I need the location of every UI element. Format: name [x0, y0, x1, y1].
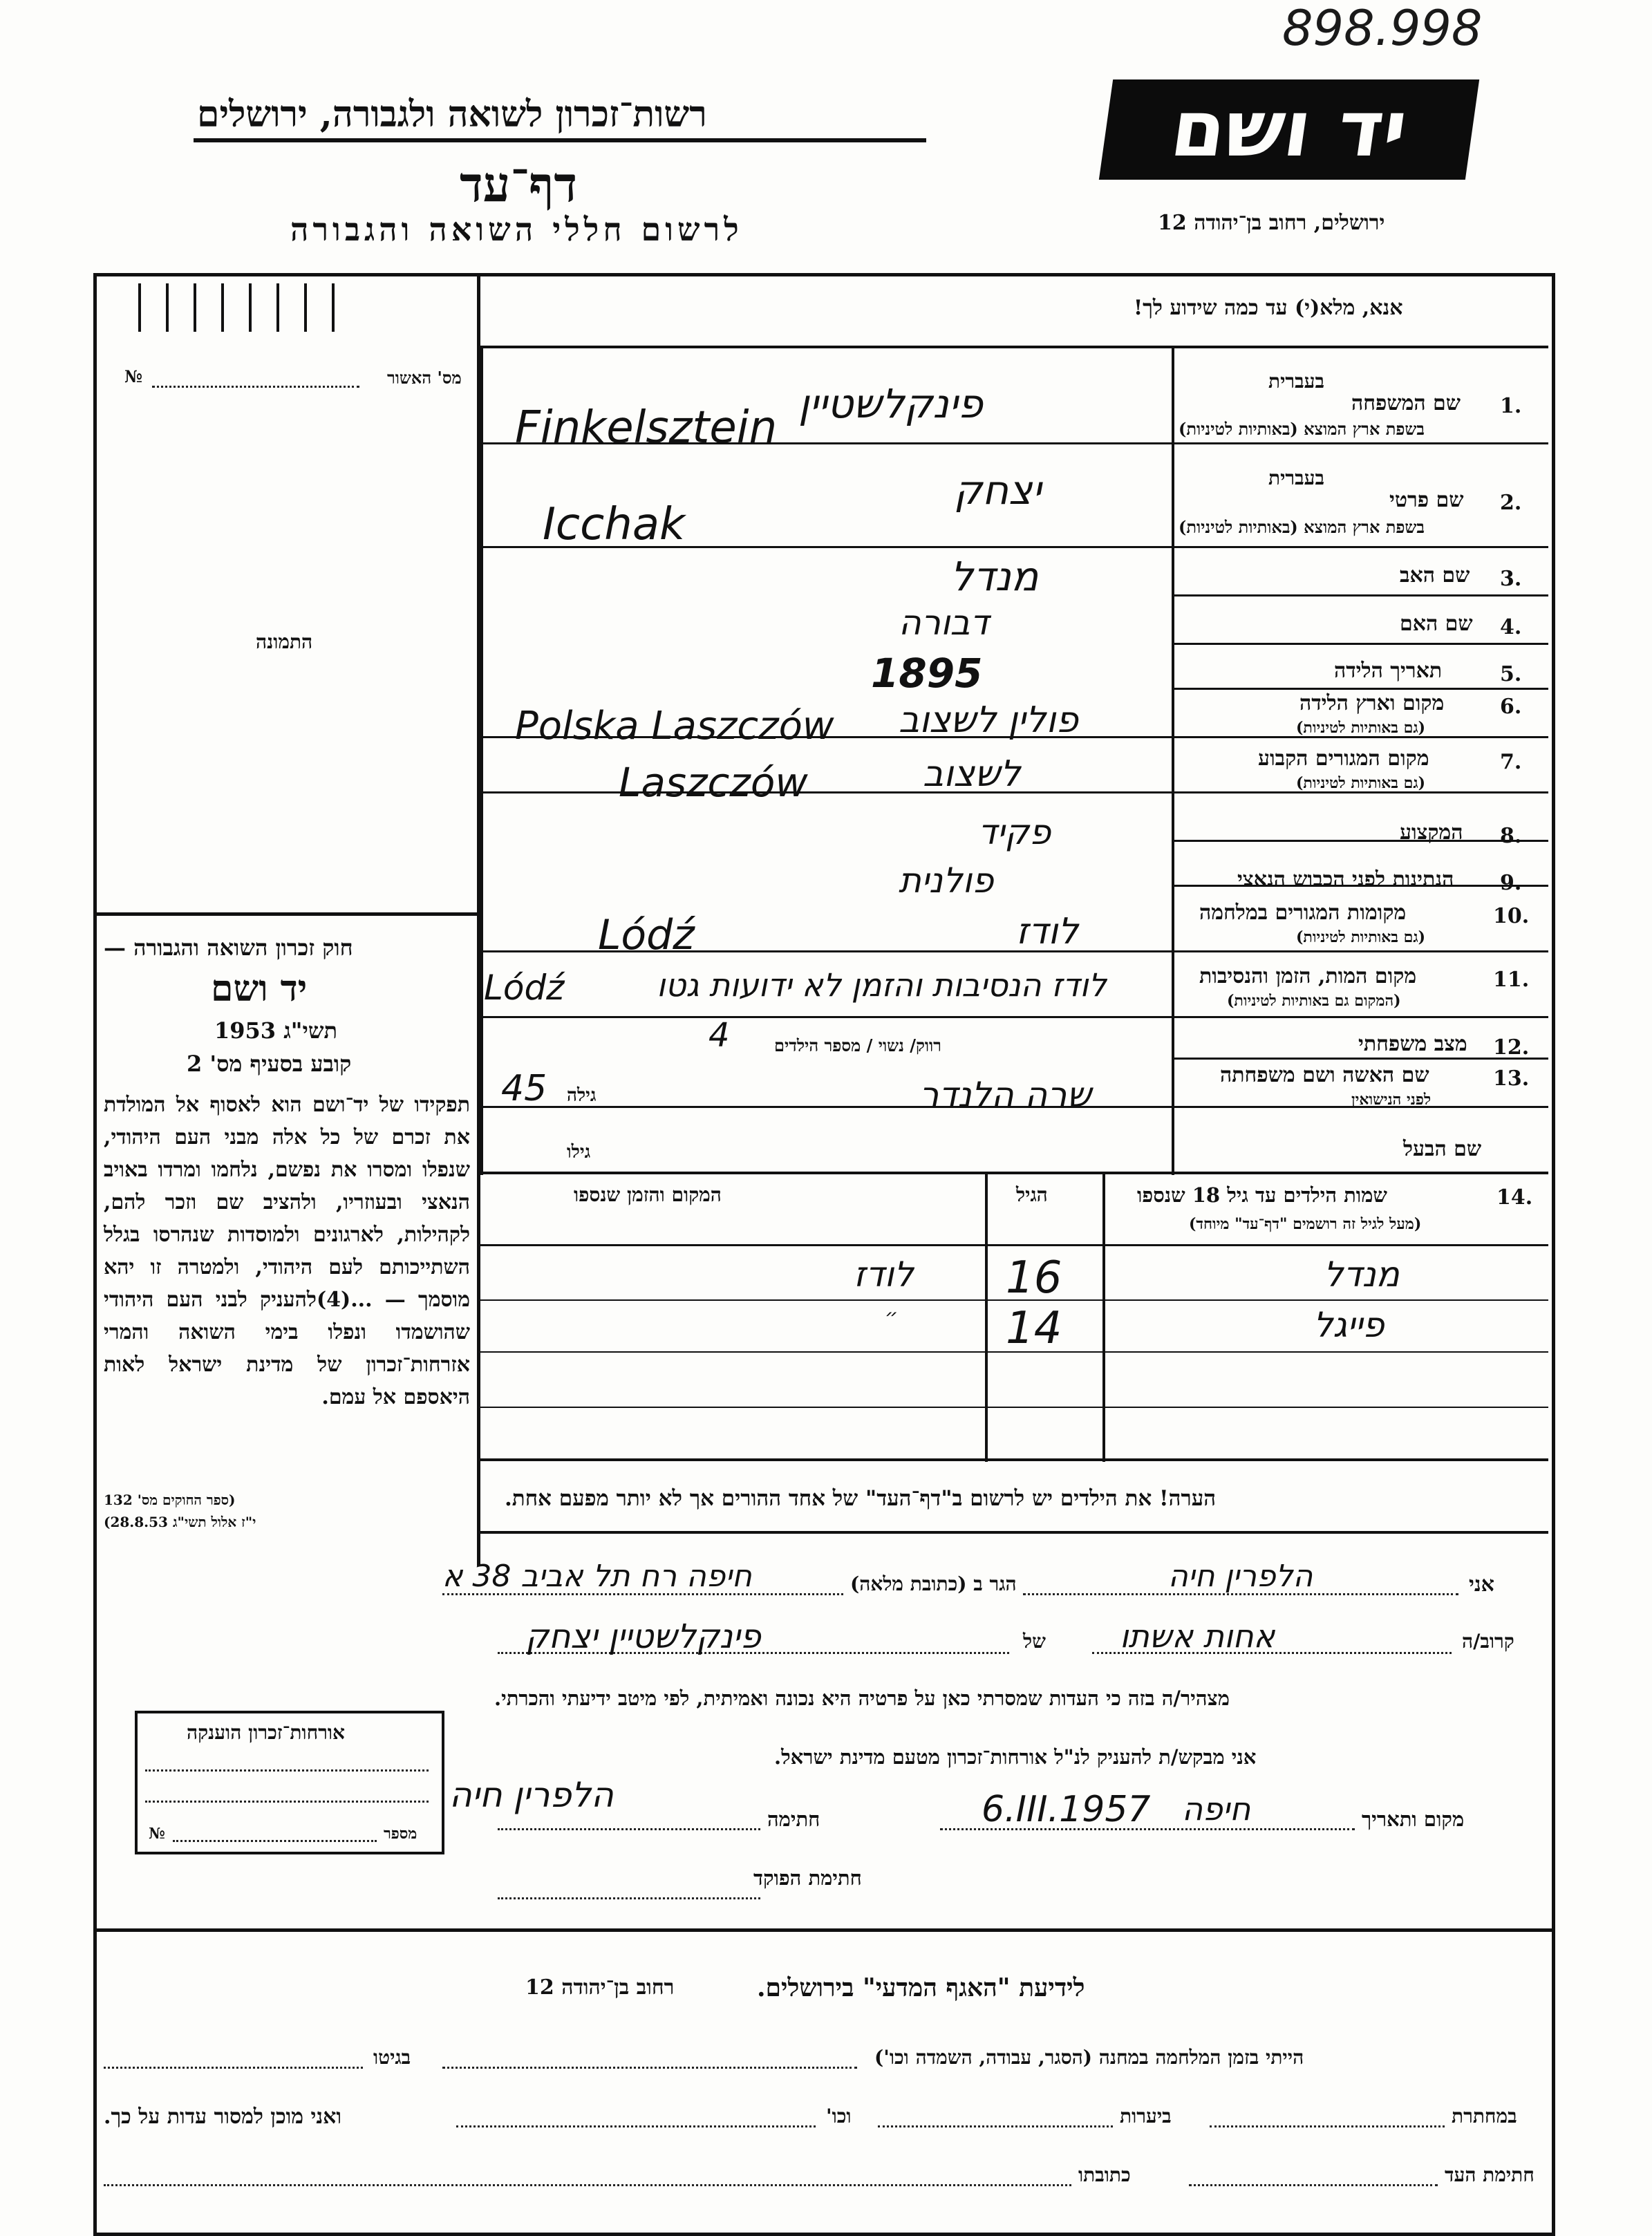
form-subtitle: לרשום חללי השואה והגבורה	[290, 211, 743, 248]
f2-sub-top: בעברית	[1268, 467, 1325, 489]
footer-line3-b: כתובתו	[1078, 2163, 1131, 2186]
f8-label: המקצוע	[1400, 820, 1463, 845]
f5-label: תאריך הלידה	[1334, 659, 1443, 683]
footer-line2-c: וכו'	[826, 2105, 852, 2127]
photo-label: התמונה	[256, 630, 313, 653]
signature-value: הלפרין חיה	[449, 1775, 614, 1815]
f2-value-lat: Icchak	[543, 499, 686, 550]
intro-text: אנא, מלא(י) עד כמה שידוע לך!	[1134, 296, 1403, 320]
law-source2: י"ז אלול תשי"ג 28.8.53)	[104, 1514, 256, 1530]
declaration-text: מצהיר/ה בזה כי העדות שמסרתי כאן על פרטיה היא נכונה ואמיתית, לפי מיטב ידיעתי והכרתי.	[494, 1687, 1230, 1710]
f11-num: 11.	[1493, 968, 1530, 992]
footer-heading: לידיעת "האגף המדעי" בירושלים.	[757, 1973, 1085, 2002]
f6-value-lat: Polska Laszczów	[515, 704, 834, 749]
institution-name: רשות־זכרון לשואה ולגבורה, ירושלים	[197, 93, 707, 135]
law-body: תפקידו של יד־ושם הוא לאסוף אל המולדת את זכרם של כל אלה מבני העם היהודי, שנפלו ומסרו את נפשם, נלחמו ומרדו באויב הנאצי ובעוזריו, ולהציב שם וזכר להם, לקהילות, לארגונים ולמוסדות שנהרסו בגלל השתייכותם לעם היהודי, ולמטרה זו יהא מוסמך — ...(4)להעניק לבני העם היהודי שהושמדו ונפלו בימי השואה והמרי אזרחות־זכרון של מדינת ישראל לאות היאספם אל עמם.	[104, 1093, 470, 1409]
f8-value: פקיד	[978, 812, 1051, 852]
f3-num: 3.	[1500, 567, 1522, 591]
f7-num: 7.	[1500, 750, 1522, 774]
f11-value-he: לודז הנסיבות והזמן לא ידועות גטו	[657, 966, 1107, 1004]
f9-num: 9.	[1500, 871, 1522, 895]
f8-num: 8.	[1500, 824, 1522, 848]
f7-sub: (גם באותיות לטיניות)	[1296, 774, 1426, 792]
of-value: פינקלשטיין יצחק	[525, 1617, 761, 1656]
f7-value-lat: Laszczów	[619, 759, 808, 806]
f5-value: 1895	[871, 650, 983, 697]
f2-sub: בשפת ארץ המוצא (באותיות לטיניות)	[1179, 517, 1425, 537]
f13-value: שרה הלנדר	[919, 1075, 1091, 1115]
address: ירושלים, רחוב בן־יהודה 12	[1158, 211, 1385, 235]
f1-sub-top: בעברית	[1268, 370, 1325, 393]
f12-value: 4	[708, 1016, 730, 1055]
place-date-label: מקום ותאריך	[1362, 1807, 1465, 1831]
f3-label: שם האב	[1400, 563, 1470, 588]
f2-label: שם פרטי	[1389, 488, 1464, 512]
certificate-title: אורחות־זכרון הוענקה	[187, 1721, 346, 1744]
approval-label: מס' האשור	[387, 368, 462, 388]
f11-sub: (המקום גם באותיות לטיניות)	[1227, 992, 1401, 1010]
f13-num: 13.	[1493, 1067, 1530, 1091]
f5-num: 5.	[1500, 662, 1522, 686]
f7-value-he: לשצוב	[923, 753, 1021, 795]
f6-sub: (גם באותיות לטיניות)	[1296, 719, 1426, 737]
footer-address: רחוב בן־יהודה 12	[525, 1975, 675, 2000]
archive-number: 898.998	[1282, 0, 1483, 57]
law-line1: חוק זכרון השואה והגבורה —	[104, 934, 353, 961]
footer-line1-b: בגיטו	[373, 2046, 411, 2069]
husband-age-label: גילו	[567, 1142, 591, 1163]
f2-num: 2.	[1500, 491, 1522, 515]
certificate-no-mark: №	[149, 1825, 165, 1843]
relative-value: אחות אשתו	[1120, 1617, 1275, 1655]
footer-line2-d: ואני מוכן למסור עדות על כך.	[104, 2105, 342, 2129]
f6-label: מקום וארץ הלידה	[1299, 691, 1445, 715]
certificate-number-label: מספר	[384, 1825, 417, 1843]
f6-num: 6.	[1500, 695, 1522, 719]
of-label: של	[1023, 1630, 1046, 1653]
footer-line1-a: הייתי בזמן המלחמה במחנה (הסגר, עבודה, השמדה וכו')	[874, 2046, 1304, 2069]
f11-label: מקום המות, הזמן והנסיבות	[1199, 964, 1417, 988]
declarant-ani: אני	[1469, 1572, 1494, 1597]
f12-num: 12.	[1493, 1035, 1530, 1060]
f9-label: הנתינות לפני הכבוש הנאצי	[1237, 867, 1454, 892]
child2-name: פייגל	[1313, 1305, 1385, 1345]
approval-number-boxes	[100, 283, 473, 332]
footer-line3-a: חתימת העד	[1445, 2163, 1534, 2186]
f10-sub: (גם באותיות לטיניות)	[1296, 928, 1426, 946]
children-sub: (מעל לגיל זה רושמים "דף־עד" מיוחד)	[1189, 1215, 1422, 1233]
footer-line2-a: במחתרת	[1452, 2105, 1517, 2127]
child1-age: 16	[1006, 1252, 1062, 1304]
declarant-address: חיפה רח תל אביב 38 א	[442, 1559, 752, 1594]
child2-age: 14	[1006, 1303, 1062, 1354]
law-line3: תשי"ג 1953	[214, 1017, 337, 1044]
child1-place: לודז	[854, 1255, 914, 1295]
f4-label: שם האם	[1400, 612, 1473, 636]
wife-age-label: גילה	[567, 1085, 597, 1106]
f3-value: מנדל	[950, 553, 1039, 600]
f10-value-lat: Lódź	[598, 911, 695, 959]
f4-num: 4.	[1500, 615, 1522, 639]
f4-value: דבורה	[899, 603, 989, 643]
f1-sub: בשפת ארץ המוצא (באותיות לטיניות)	[1179, 419, 1425, 439]
f1-label: שם המשפחה	[1351, 391, 1461, 415]
official-signature-label: חתימת הפוקד	[753, 1866, 862, 1890]
f11-value-lat: Lódź	[484, 968, 565, 1008]
declarant-name: הלפרין חיה	[1168, 1559, 1313, 1594]
note: הערה! את הילדים יש לרשום ב"דף־העד" של אחד ההורים אך לא יותר מפעם אחת.	[505, 1486, 1217, 1511]
f12-sub-inline: רווק/ נשוי / מספר הילדים	[774, 1035, 941, 1055]
yad-vashem-logo: יד ושם	[1099, 79, 1479, 180]
law-source1: (ספר החוקים מס' 132	[104, 1492, 236, 1508]
husband-label: שם הבעל	[1403, 1137, 1482, 1161]
child1-name: מנדל	[1324, 1255, 1400, 1295]
f13-label: שם האשה ושם משפחתה	[1220, 1063, 1429, 1087]
law-line4: קובע בסעיף מס' 2	[187, 1051, 352, 1077]
wife-age-value: 45	[501, 1068, 547, 1109]
form-title: דף־עד	[460, 156, 578, 213]
residing-label: הגר ב (כתובת מלאה)	[850, 1572, 1017, 1595]
col-age: הגיל	[1016, 1183, 1048, 1206]
f2-value-he: יצחק	[954, 467, 1042, 514]
f10-label: מקומות המגורים במלחמה	[1199, 901, 1407, 925]
col-place: המקום והזמן שנספו	[574, 1183, 722, 1206]
f12-label: מצב משפחתי	[1358, 1032, 1467, 1056]
child2-place: ״	[885, 1305, 899, 1329]
approval-no-mark: №	[124, 366, 143, 386]
f10-value-he: לודז	[1016, 911, 1079, 952]
place-value: חיפה	[1182, 1790, 1251, 1828]
f6-value-he: פולין לשצוב	[899, 699, 1078, 741]
footer-line2-b: ביערות	[1120, 2105, 1172, 2127]
law-line2: יד ושם	[211, 968, 308, 1010]
children-title: שמות הילדים עד גיל 18 שנספו	[1137, 1183, 1387, 1207]
f13-sub: לפני הנישואין	[1351, 1091, 1432, 1109]
f10-num: 10.	[1493, 904, 1530, 928]
f1-value-he: פינקלשטיין	[798, 380, 983, 427]
children-num: 14.	[1496, 1185, 1533, 1210]
signature-label: חתימה	[767, 1807, 820, 1831]
f9-value: פולנית	[899, 861, 994, 901]
f1-num: 1.	[1500, 394, 1522, 418]
date-value: 6.III.1957	[982, 1789, 1151, 1830]
relative-label: קרוב/ה	[1462, 1630, 1514, 1653]
f7-label: מקום המגורים הקבוע	[1258, 746, 1429, 771]
request-text: אני מבקש/ת להעניק לנ"ל אורחות־זכרון מטעם מדינת ישראל.	[774, 1745, 1257, 1769]
f1-value-lat: Finkelsztein	[515, 402, 778, 453]
